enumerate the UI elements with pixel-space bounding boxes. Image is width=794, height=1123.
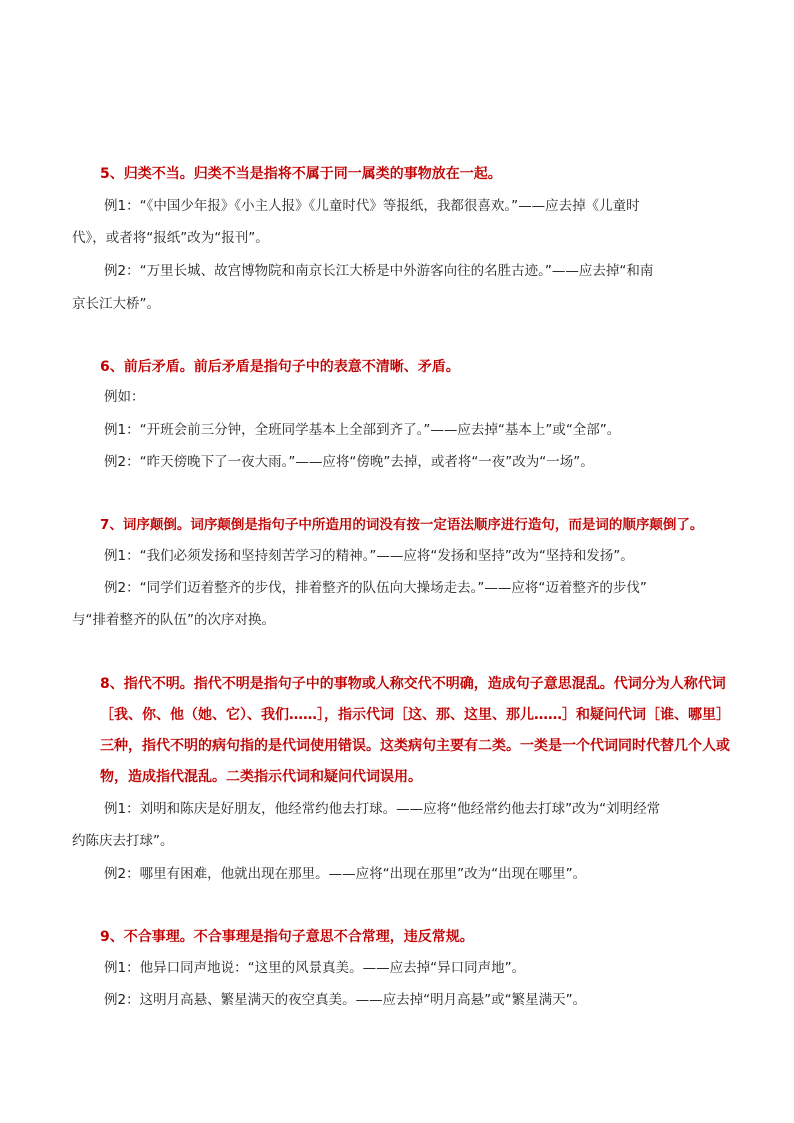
section-7-line-3: 与“排着整齐的队伍”的次序对换。 (72, 612, 275, 628)
section-6-line-2: 例1：“开班会前三分钟，全班同学基本上全部到齐了。”——应去掉“基本上”或“全部”。 (104, 422, 621, 438)
section-7-line-2: 例2：“同学们迈着整齐的步伐，排着整齐的队伍向大操场走去。”——应将“迈着整齐的步伐” (104, 580, 647, 596)
section-5-line-4: 京长江大桥”。 (72, 296, 160, 312)
section-7-heading: 7、词序颠倒。词序颠倒是指句子中所造用的词没有按一定语法顺序进行造句，而是词的顺序颠倒了。 (100, 517, 704, 533)
section-6-line-3: 例2：“昨天傍晚下了一夜大雨。”——应将“傍晚”去掉，或者将“一夜”改为“一场”。 (104, 454, 594, 470)
section-5-heading: 5、归类不当。归类不当是指将不属于同一属类的事物放在一起。 (100, 166, 502, 182)
section-6-heading: 6、前后矛盾。前后矛盾是指句子中的表意不清晰、矛盾。 (100, 359, 460, 375)
section-8-line-1: 例1：刘明和陈庆是好朋友，他经常约他去打球。——应将“他经常约他去打球”改为“刘明经常 (104, 801, 661, 817)
section-6-line-1: 例如： (104, 389, 145, 405)
section-7-line-1: 例1：“我们必须发扬和坚持刻苦学习的精神。”——应将“发扬和坚持”改为“坚持和发扬”。 (104, 548, 634, 564)
section-8-line-3: 例2：哪里有困难，他就出现在那里。——应将“出现在那里”改为“出现在哪里”。 (104, 866, 587, 882)
section-9-line-1: 例1：他异口同声地说：“这里的风景真美。——应去掉“异口同声地”。 (104, 960, 526, 976)
section-5-line-1: 例1：“《中国少年报》《小主人报》《儿童时代》等报纸，我都很喜欢。”——应去掉《儿童时 (104, 198, 640, 214)
section-9-line-2: 例2：这明月高悬、繁星满天的夜空真美。——应去掉“明月高悬”或“繁星满天”。 (104, 992, 587, 1008)
section-5-line-2: 代》，或者将“报纸”改为“报刊”。 (72, 230, 269, 246)
section-8-heading: 8、指代不明。指代不明是指句子中的事物或人称交代不明确，造成句子意思混乱。代词分为人称代词［我、你、他（她、它）、我们……］，指示代词［这、那、这里、那儿……］和疑问代词［谁、哪里］三种，指代不明的病句指的是代词使用错误。这类病句主要有二类。一类是一个代词同时代替几个人或物，造成指代混乱。二类指示代词和疑问代词误用。 (100, 676, 730, 785)
section-8-line-2: 约陈庆去打球”。 (72, 833, 174, 849)
section-9-heading: 9、不合事理。不合事理是指句子意思不合常理，违反常规。 (100, 929, 474, 945)
section-5-line-3: 例2：“万里长城、故宫博物院和南京长江大桥是中外游客向往的名胜古迹。”——应去掉“和南 (104, 263, 654, 279)
